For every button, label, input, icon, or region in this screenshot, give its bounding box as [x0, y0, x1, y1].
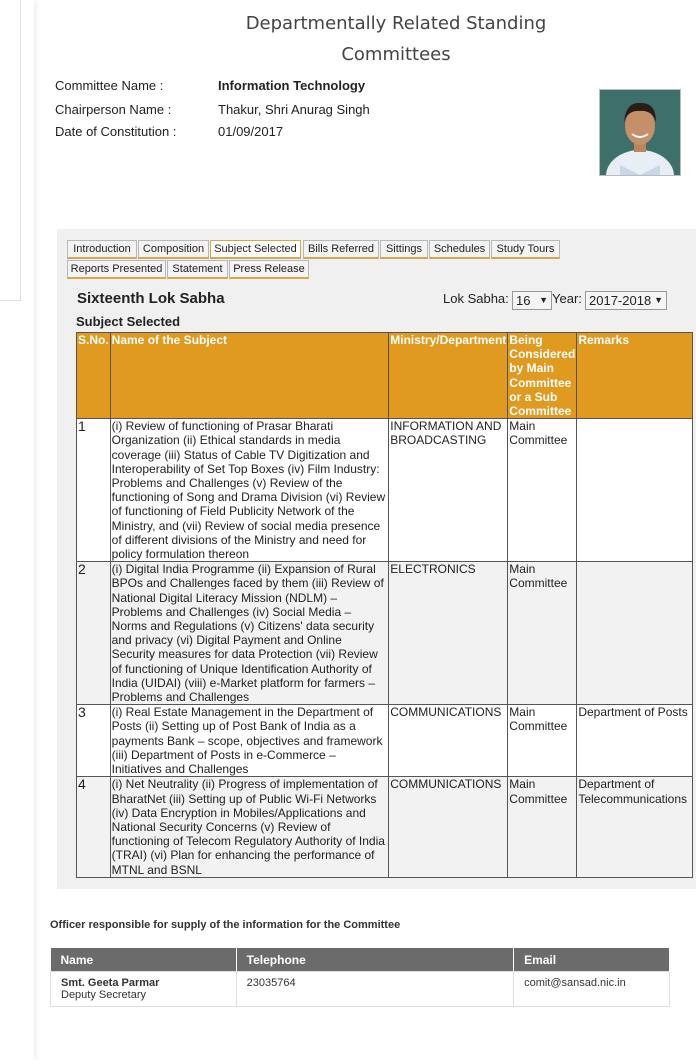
chairperson-photo	[599, 89, 681, 176]
row-remarks: Department of Telecommunications	[577, 777, 693, 877]
row-considered: Main Committee	[508, 705, 577, 777]
tab-schedules[interactable]: Schedules	[429, 240, 490, 259]
tab-press-release[interactable]: Press Release	[229, 260, 309, 279]
tab-study-tours[interactable]: Study Tours	[491, 240, 560, 259]
chairperson-portrait-icon	[600, 90, 680, 175]
chevron-down-icon: ▼	[654, 295, 663, 305]
officer-column-email: Email	[514, 948, 670, 972]
officer-designation: Deputy Secretary	[61, 989, 146, 1001]
chevron-down-icon: ▼	[539, 295, 548, 305]
tab-bills-referred[interactable]: Bills Referred	[303, 240, 379, 259]
page-title-line2: Committees	[341, 44, 451, 65]
subjects-table	[76, 332, 693, 878]
officer-telephone: 23035764	[236, 972, 513, 1007]
lok-sabha-select[interactable]	[512, 291, 552, 310]
column-header-sno: S.No.	[77, 333, 111, 419]
tab-sittings[interactable]: Sittings	[380, 240, 428, 259]
officer-column-name: Name	[51, 948, 237, 972]
row-ministry: INFORMATION AND BROADCASTING	[389, 419, 508, 562]
officer-row	[51, 972, 670, 1007]
row-considered: Main Committee	[508, 777, 577, 877]
row-considered: Main Committee	[508, 562, 577, 705]
constitution-date-label: Date of Constitution :	[55, 124, 177, 139]
officer-heading: Officer responsible for supply of the information for the Committee	[50, 919, 401, 931]
row-ministry: ELECTRONICS	[389, 562, 508, 705]
table-header-row	[77, 333, 693, 419]
officer-name-cell	[51, 972, 237, 1007]
lok-sabha-heading: Sixteenth Lok Sabha	[77, 290, 225, 307]
row-subject: (i) Digital India Programme (ii) Expansion of Rural BPOs and Challenges faced by them (iii) Review of National Digital Literacy Mission (NDLM) – Problems and Challenges (iv) Social Media – Norms and Regulations (v) Citizens' data security and privacy (vi) Digital Payment and Online Security measures for data Protection (vii) Review of functioning of Unique Identification Authority of India (UIDAI) (viii) e-Market platform for farmers – Problems and Challenges	[110, 562, 389, 705]
tab-reports-presented[interactable]: Reports Presented	[67, 260, 166, 279]
page-title-line1: Departmentally Related Standing	[245, 13, 547, 34]
committee-name-value: Information Technology	[218, 78, 366, 93]
year-select[interactable]	[585, 291, 667, 310]
tab-statement[interactable]: Statement	[167, 260, 228, 279]
officer-name: Smt. Geeta Parmar	[61, 977, 160, 989]
officer-table	[50, 948, 670, 1007]
subject-selected-heading: Subject Selected	[76, 314, 181, 329]
officer-email[interactable]: comit@sansad.nic.in	[514, 972, 670, 1007]
chairperson-label: Chairperson Name :	[55, 102, 172, 117]
row-considered: Main Committee	[508, 419, 577, 562]
tab-introduction[interactable]: Introduction	[67, 240, 137, 259]
row-subject: (i) Net Neutrality (ii) Progress of implementation of BharatNet (iii) Setting up of Public Wi-Fi Networks (iv) Data Encryption in Mobiles/Applications and National Security Concerns (v) Review of functioning of Telecom Regulatory Authority of India (TRAI) (vi) Plan for enhancing the performance of MTNL and BSNL	[110, 777, 389, 877]
tab-subject-selected[interactable]: Subject Selected	[210, 240, 301, 259]
tab-composition[interactable]: Composition	[138, 240, 209, 259]
constitution-date-value: 01/09/2017	[218, 124, 284, 139]
table-row	[77, 705, 693, 777]
row-sno: 3	[77, 705, 111, 777]
left-sidebar-panel	[0, 0, 21, 301]
table-row	[77, 777, 693, 877]
row-subject: (i) Real Estate Management in the Department of Posts (ii) Setting up of Post Bank of India as a payments Bank – scope, objectives and framework (iii) Department of Posts in e-Commerce – Initiatives and Challenges	[110, 705, 389, 777]
row-remarks: Department of Posts	[577, 705, 693, 777]
lok-sabha-label: Lok Sabha:	[443, 291, 509, 306]
row-subject: (i) Review of functioning of Prasar Bharati Organization (ii) Ethical standards in media coverage (iii) Status of Cable TV Digitization and Interoperability of Set Top Boxes (iv) Film Industry: Problems and Challenges (v) Review of the functioning of Song and Drama Division (vi) Review of functioning of Field Publicity Network of the Ministry, and (vii) Review of social media presence of different divisions of the Ministry and need for policy formulation thereon	[110, 419, 389, 562]
column-header-considered: Being Considered by Main Committee or a Sub Committee	[509, 333, 576, 419]
committee-name-label: Committee Name :	[55, 78, 164, 93]
row-ministry: COMMUNICATIONS	[389, 777, 508, 877]
row-remarks	[577, 562, 693, 705]
column-header-remarks: Remarks	[577, 333, 693, 419]
year-label: Year:	[552, 291, 582, 306]
officer-column-telephone: Telephone	[236, 948, 513, 972]
year-select-value: 2017-2018	[589, 293, 652, 308]
row-sno: 1	[77, 419, 111, 562]
table-row	[77, 419, 693, 562]
row-ministry: COMMUNICATIONS	[389, 705, 508, 777]
column-header-subject: Name of the Subject	[110, 333, 389, 419]
column-header-ministry: Ministry/Department	[389, 333, 508, 419]
officer-header-row	[51, 948, 670, 972]
page-title	[236, 8, 556, 70]
row-sno: 2	[77, 562, 111, 705]
row-sno: 4	[77, 777, 111, 877]
lok-sabha-select-value: 16	[516, 293, 531, 308]
row-remarks	[577, 419, 693, 562]
table-row	[77, 562, 693, 705]
chairperson-value: Thakur, Shri Anurag Singh	[218, 102, 370, 117]
